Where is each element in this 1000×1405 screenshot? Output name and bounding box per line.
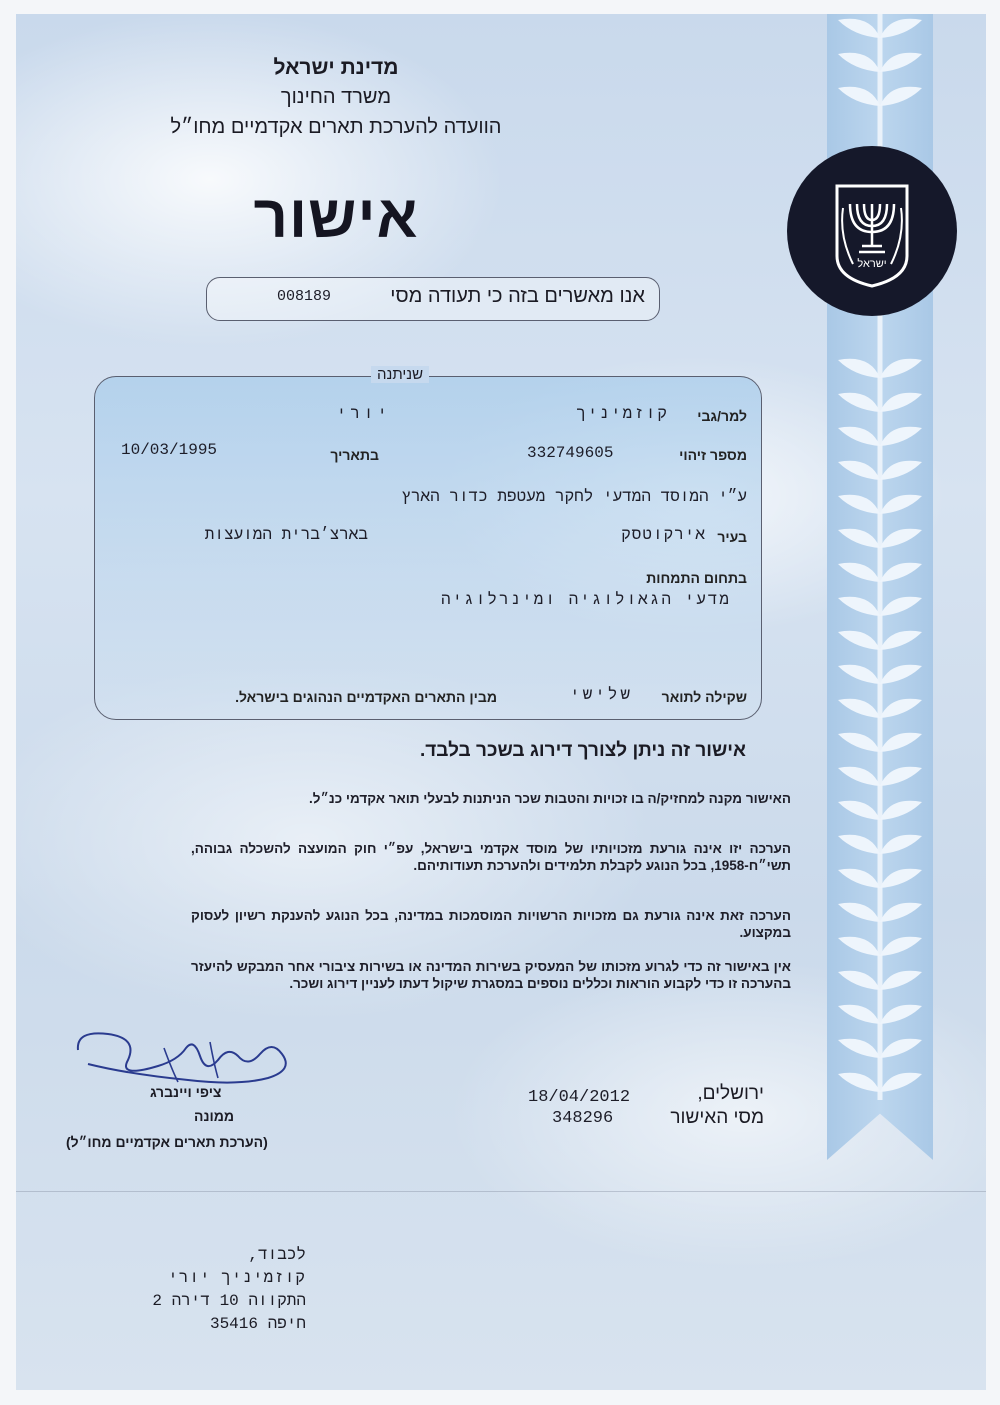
paragraph-rights: האישור מקנה למחזיק/ה בו זכויות והטבות שכר הניתנות לבעלי תואר אקדמי כנ״ל. [308,791,791,806]
leaf-icon [880,529,922,548]
id-label: מספר זיהוי [679,447,747,463]
leaf-icon [838,1005,880,1024]
leaf-icon [838,19,880,38]
leaf-icon [838,869,880,888]
leaf-icon [838,427,880,446]
leaf-icon [880,19,922,38]
emblem-inscription: ישראל [857,258,887,270]
leaf-icon [880,971,922,990]
id-number: 332749605 [527,444,614,462]
state-name: מדינת ישראל [273,56,399,79]
leaf-icon [880,1039,922,1058]
leaf-icon [880,767,922,786]
issue-date: 10/03/1995 [121,441,218,459]
details-box [94,376,762,720]
leaf-icon [880,1005,922,1024]
leaf-icon [880,87,922,106]
signer-unit: (הערכת תארים אקדמיים מחו״ל) [66,1134,268,1150]
leaf-icon [838,597,880,616]
address-greeting: לכבוד, [248,1246,306,1264]
recipient-first-name: יורי [336,405,391,423]
recipient-label: למר/גבי [697,408,747,424]
leaf-icon [880,563,922,582]
paragraph-authorities: הערכה זאת אינה גורעת גם מזכויות הרשויות המוסמכות במדינה, בכל הנוגע להענקת רשיון לעסוק במקצוע. [191,908,791,940]
leaf-icon [880,53,922,72]
state-emblem [787,146,957,316]
certify-box [206,277,660,321]
committee-name: הוועדה להערכת תארים אקדמיים מחו״ל [170,116,502,138]
recipient-surname: קוזמיניך [576,405,669,423]
leaf-icon [838,53,880,72]
country-name: בארצ׳ברית המועצות [204,526,368,544]
city-label: בעיר [717,529,747,545]
approval-number-label: מסי האישור [670,1107,764,1128]
leaf-icon [838,733,880,752]
fold-line [16,1191,986,1192]
degree-suffix: מבין התארים האקדמיים הנהוגים בישראל. [235,689,497,705]
menorah-emblem-icon [787,146,957,316]
approval-date: 18/04/2012 [528,1088,631,1107]
leaf-icon [880,699,922,718]
city-name: אירקוטסק [621,526,706,544]
signer-role: ממונה [194,1108,235,1124]
field-label: בתחום התמחות [646,570,747,586]
leaf-icon [838,665,880,684]
leaf-icon [838,767,880,786]
leaf-icon [880,427,922,446]
signature-icon [68,1020,308,1090]
field-name: מדעי הגאולוגיה ומינרלוגיה [440,591,731,609]
issue-place: ירושלים, [697,1083,764,1104]
address-street: התקווה 10 דירה 2 [152,1292,306,1310]
leaf-icon [838,835,880,854]
address-city: חיפה 35416 [209,1315,306,1333]
leaf-icon [838,631,880,650]
certify-text: אנו מאשרים בזה כי תעודה מסי [390,285,645,307]
certificate-number: 008189 [277,288,332,305]
leaf-icon [880,665,922,684]
address-name: קוזמיניך יורי [168,1269,306,1287]
signer-name: ציפי ויינברג [150,1084,222,1100]
leaf-icon [838,359,880,378]
leaf-icon [838,903,880,922]
leaf-icon [838,87,880,106]
leaf-icon [880,393,922,412]
institution-name: ע״י המוסד המדעי לחקר מעטפת כדור הארץ [401,488,747,506]
leaf-icon [880,597,922,616]
leaf-icon [880,495,922,514]
paragraph-academic: הערכה יזו אינה גורעת מזכויותיו של מוסד אקדמי בישראל, עפ״י חוק המועצה להשכלה גבוהה, תשי״ח-1958, בכל הנוגע לקבלת תלמידים ולהערכת תעודותיהם. [191,841,791,873]
leaf-icon [838,937,880,956]
page-title: אישור [253,183,419,250]
leaf-icon [838,461,880,480]
leaf-icon [838,393,880,412]
leaf-icon [838,563,880,582]
certificate-page [16,14,986,1390]
leaf-icon [880,461,922,480]
leaf-icon [838,495,880,514]
leaf-icon [838,1073,880,1092]
paragraph-employer: אין באישור זה כדי לגרוע מזכותו של המעסיק בשירות המדינה או בשירות ציבורי אחר המבקש להיעזר בהערכה זו כדי לקבוע הוראות וכללים נוספים במסגרת שיקול דעתו לעניין דירוג ושכר. [191,959,791,991]
leaf-icon [880,937,922,956]
degree-level: שלישי [569,686,633,704]
leaf-icon [880,801,922,820]
leaf-icon [838,699,880,718]
leaf-icon [838,801,880,820]
degree-label: שקילה לתואר [661,689,747,705]
leaf-icon [880,835,922,854]
date-label: בתאריך [330,447,379,463]
usage-notice: אישור זה ניתן לצורך דירוג בשכר בלבד. [419,740,746,761]
leaf-icon [880,733,922,752]
approval-number: 348296 [552,1109,614,1128]
ministry-name: משרד החינוך [280,86,392,108]
leaf-icon [880,869,922,888]
leaf-icon [838,529,880,548]
granted-label: שניתנה [371,366,429,383]
leaf-icon [880,359,922,378]
leaf-icon [838,1039,880,1058]
leaf-icon [880,631,922,650]
leaf-icon [880,1073,922,1092]
leaf-icon [880,903,922,922]
leaf-icon [838,971,880,990]
